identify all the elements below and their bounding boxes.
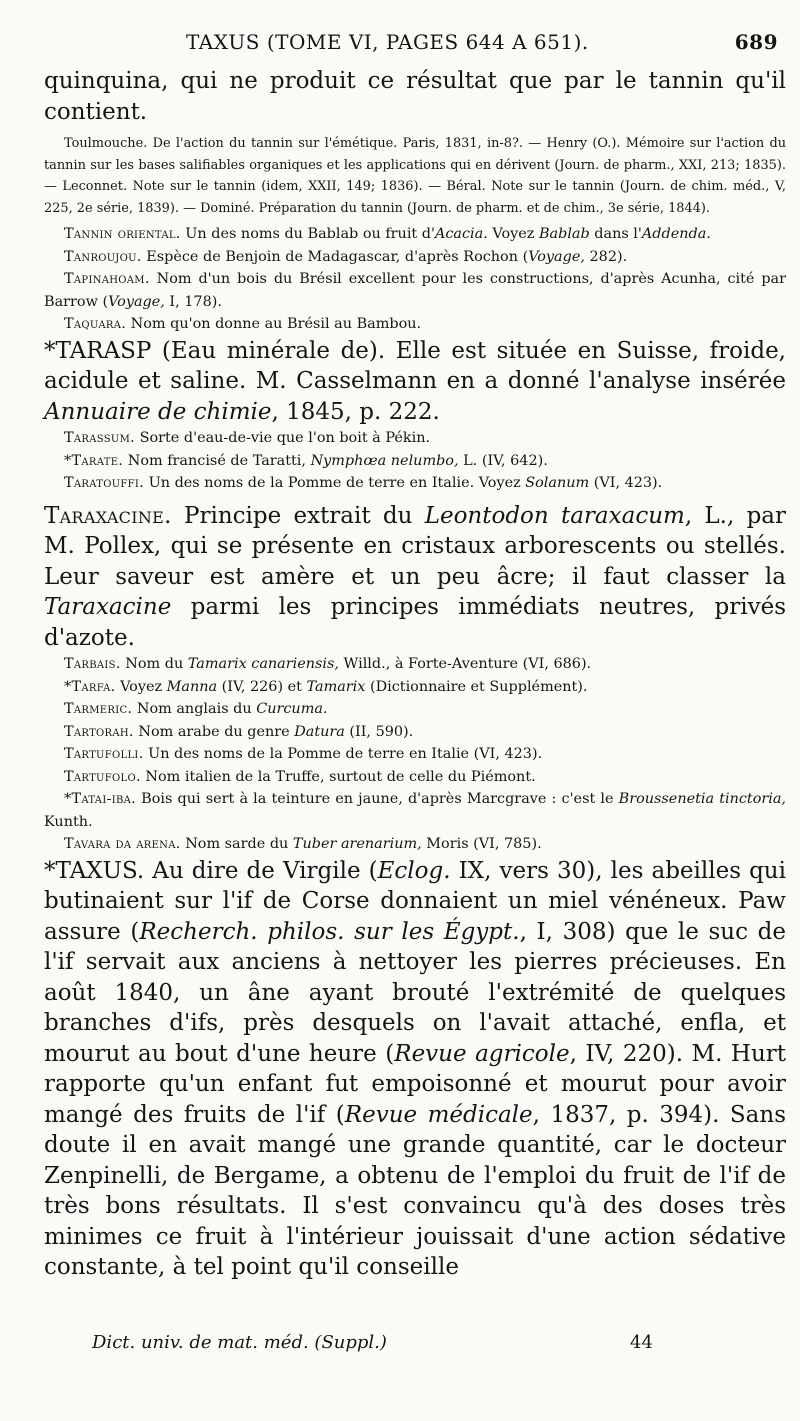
entry-tartufolo <box>44 766 786 789</box>
entry-text: Bois qui sert à la teinture en jaune, d'après Marcgrave : c'est le <box>136 791 619 808</box>
headword: *Tarate. <box>64 452 124 469</box>
page-footer <box>92 1332 672 1362</box>
headword: *Tatai-iba. <box>64 791 137 808</box>
entry-text: Nom du <box>120 656 188 673</box>
entry-tarbais <box>44 653 786 676</box>
headword: Tartorah. <box>64 723 134 740</box>
italic-term: Voyage, <box>528 248 585 265</box>
italic-term: Nymphœa nelumbo, <box>310 452 459 469</box>
entry-text: L. (IV, 642). <box>458 452 548 469</box>
entry-tavara-da-arena <box>44 833 786 856</box>
sheet-number: 44 <box>630 1332 653 1353</box>
signature-line: Dict. univ. de mat. méd. (Suppl.) <box>92 1332 387 1353</box>
entry-text: Nom qu'on donne au Brésil au Bambou. <box>126 316 422 333</box>
entry-taxus <box>44 856 786 1283</box>
running-title: TAXUS (TOME VI, PAGES 644 A 651). <box>186 30 589 54</box>
headword: *Tarfa. <box>64 678 116 695</box>
headword: Tapinahoam. <box>64 271 150 288</box>
italic-term: Taraxacine <box>44 594 172 621</box>
headword: Tartufolli. <box>64 746 144 763</box>
text-column <box>44 66 786 1283</box>
entry-text: Willd., à Forte-Aventure (VI, 686). <box>338 656 592 673</box>
italic-term: Recherch. philos. sur les Égypt. <box>139 918 520 945</box>
italic-term: Revue agricole <box>394 1040 570 1067</box>
entry-tartorah <box>44 721 786 744</box>
italic-term: Broussenetia tinctoria, <box>618 791 786 808</box>
italic-term: Curcuma. <box>256 701 328 718</box>
italic-term: Revue médicale <box>344 1101 533 1128</box>
entry-text: I, 178). <box>164 293 222 310</box>
entry-text: Au dire de Virgile ( <box>144 857 378 884</box>
entry-text: , 1837, p. 394). Sans doute il en avait mangé une grande quantité, car le docteur Zenpinelli, de Bergame, a obtenu de l'emploi du fruit de l'if de très bons résultats. Il s'est convaincu qu'à des doses très minimes ce fruit à l'intérieur jouissait d'une action sédative constante, à tel point qu'il conseille <box>44 1101 787 1281</box>
headword: Taratouffi. <box>64 475 145 492</box>
headword: Taraxacine. <box>44 502 172 529</box>
entry-text: Nom anglais du <box>132 701 257 718</box>
entry-text: Espèce de Benjoin de Madagascar, d'après Rochon ( <box>141 248 529 265</box>
entry-text: (IV, 226) et <box>217 678 307 695</box>
entry-text: Un des noms de la Pomme de terre en Italie. Voyez <box>144 475 526 492</box>
italic-term: Voyage, <box>108 293 165 310</box>
italic-term: Eclog. <box>377 857 451 884</box>
italic-term: Datura <box>294 723 345 740</box>
entry-taraxacine <box>44 501 786 654</box>
italic-term: Annuaire de chimie <box>44 398 272 425</box>
entry-tapinahoam <box>44 268 786 313</box>
headword: *TARASP <box>44 337 152 364</box>
entry-text: parmi les principes immédiats neutres, privés d'azote. <box>44 594 786 651</box>
italic-term: Tamarix <box>306 678 366 695</box>
entry-text: IX, vers 30), les abeilles qui butinaient sur l'if de Corse donnaient un miel vénéneux. Paw assure ( <box>44 857 786 945</box>
entry-text: Principe extrait du <box>171 502 425 529</box>
italic-term: Addenda. <box>641 226 711 243</box>
entry-text: dans l' <box>589 226 642 243</box>
entry-text: Nom sarde du <box>180 836 293 853</box>
entry-text: Nom arabe du genre <box>133 723 295 740</box>
entry-text: Nom italien de la Truffe, surtout de celle du Piémont. <box>140 768 536 785</box>
italic-term: Tamarix canariensis, <box>187 656 339 673</box>
entry-text: (Eau minérale de). Elle est située en Suisse, froide, acidule et saline. M. Casselmann en a donné l'analyse insérée <box>44 337 786 395</box>
entry-text: , 1845, p. 222. <box>271 398 440 425</box>
entry-tannin-oriental <box>44 223 786 246</box>
headword: Taquara. <box>64 316 127 333</box>
italic-term: Tuber arenarium, <box>292 836 422 853</box>
entry-text: (Dictionnaire et Supplément). <box>365 678 588 695</box>
entry-text: Nom francisé de Taratti, <box>123 452 311 469</box>
entry-taratouffi <box>44 472 786 495</box>
headword: Tarbais. <box>64 656 121 673</box>
entry-text: Un des noms de la Pomme de terre en Italie (VI, 423). <box>143 746 543 763</box>
entry-text: Un des noms du Bablab ou fruit d' <box>180 226 435 243</box>
headword: Tarassum. <box>64 430 136 447</box>
headword: Tanroujou. <box>64 248 142 265</box>
entry-text: 282). <box>584 248 628 265</box>
headword: Tavara da arena. <box>64 836 181 853</box>
bibliography-note: Toulmouche. De l'action du tannin sur l'émétique. Paris, 1831, in-8?. — Henry (O.). Mémoire sur l'action du tannin sur les bases salifiables organiques et les applications qui en dérivent (Journ. de pharm., XXI, 213; 1835). — Leconnet. Note sur le tannin (idem, XXII, 149; 1836). — Béral. Note sur le tannin (Journ. de chim. méd., V, 225, 2e série, 1839). — Dominé. Préparation du tannin (Journ. de pharm. et de chim., 3e série, 1844). <box>44 136 786 216</box>
italic-term: Bablab <box>538 226 590 243</box>
entry-tartufolli <box>44 743 786 766</box>
entry-tarmeric <box>44 698 786 721</box>
headword: Tannin oriental. <box>64 226 181 243</box>
entry-text: Voyez <box>487 226 539 243</box>
entry-text: , IV, 220). M. Hurt rapporte qu'un enfant fut empoisonné et mourut pour avoir mangé des fruits de l'if ( <box>44 1040 787 1128</box>
italic-term: Leontodon taraxacum <box>424 502 685 529</box>
entry-taquara <box>44 313 786 336</box>
entry-text: , L., par M. Pollex, qui se présente en cristaux arborescents ou stellés. Leur saveur est amère et un peu âcre; il faut classer la <box>44 502 786 590</box>
entry-text: Nom d'un bois du Brésil excellent pour les constructions, d'après Acunha, cité par Barrow ( <box>44 271 786 310</box>
italic-term: Solanum <box>525 475 590 492</box>
entry-text: Voyez <box>115 678 167 695</box>
paragraph-continuation: quinquina, qui ne produit ce résultat que par le tannin qu'il contient. <box>44 68 786 125</box>
entry-tanroujou <box>44 246 786 269</box>
italic-term: Acacia. <box>434 226 488 243</box>
headword: Tartufolo. <box>64 768 141 785</box>
entry-tarassum <box>44 427 786 450</box>
page-number: 689 <box>734 30 778 54</box>
entry-tarfa <box>44 676 786 699</box>
entry-text: (II, 590). <box>344 723 414 740</box>
headword: Tarmeric. <box>64 701 133 718</box>
entry-text: Kunth. <box>44 813 93 830</box>
headword: *TAXUS. <box>44 857 145 884</box>
entry-text: (VI, 423). <box>589 475 663 492</box>
entry-tatai-iba <box>44 788 786 833</box>
entry-text: Moris (VI, 785). <box>421 836 542 853</box>
entry-tarate <box>44 450 786 473</box>
entry-text: Sorte d'eau-de-vie que l'on boit à Pékin. <box>135 430 431 447</box>
running-header <box>0 30 790 66</box>
italic-term: Manna <box>166 678 218 695</box>
entry-tarasp <box>44 336 786 428</box>
entry-text: , I, 308) que le suc de l'if servait aux anciens à nettoyer les pierres précieuses. En août 1840, un âne ayant brouté l'extrémité de quelques branches d'ifs, près desquels on l'avait attaché, enfla, et mourut au bout d'une heure ( <box>44 918 786 1067</box>
